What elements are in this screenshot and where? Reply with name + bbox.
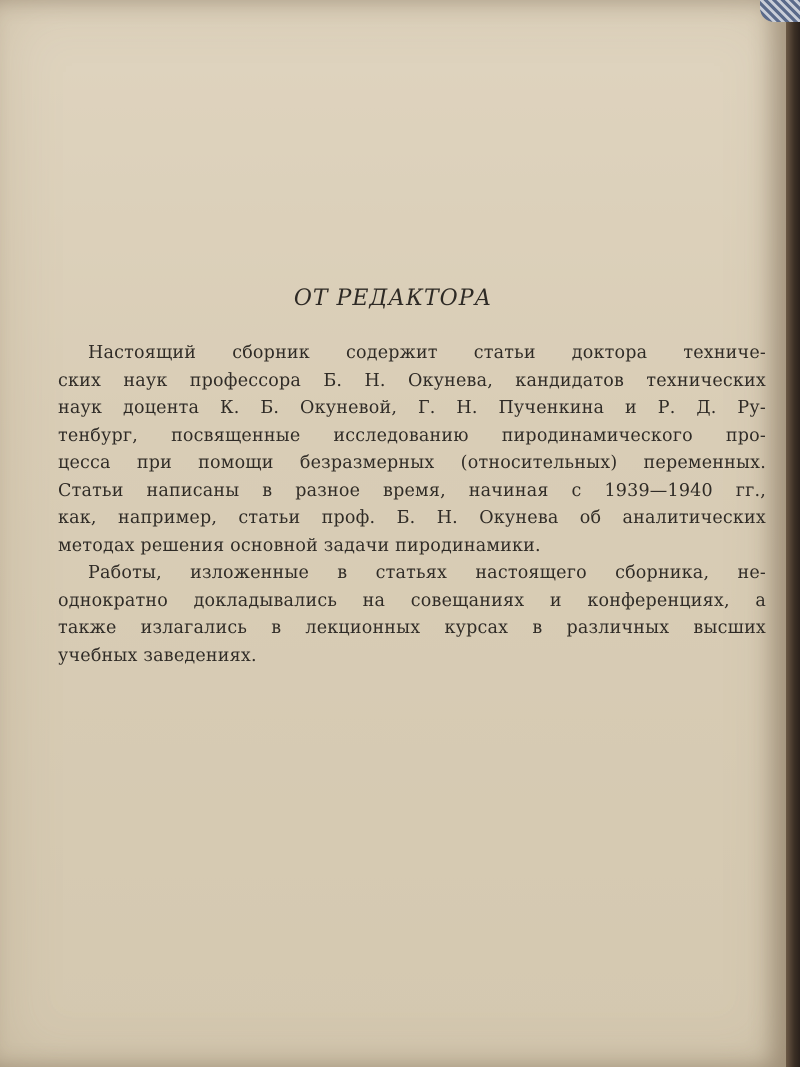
text-line: Настоящий сборник содержит статьи доктора техниче-	[88, 343, 766, 363]
page-heading: ОТ РЕДАКТОРА	[293, 286, 493, 311]
text-line: как, например, статьи проф. Б. Н. Окунева об аналитических	[58, 508, 766, 528]
text-line: Статьи написаны в разное время, начиная с 1939—1940 гг.,	[58, 480, 766, 501]
text-line: методах решения основной задачи пиродинамики.	[58, 535, 541, 556]
paragraph-1	[58, 340, 766, 560]
background-fabric	[760, 0, 800, 22]
text-line: тенбург, посвященные исследованию пиродинамического про-	[58, 425, 766, 446]
editor-note-text	[58, 340, 766, 670]
text-line: также излагались в лекционных курсах в различных высших	[58, 618, 766, 638]
text-line: ских наук профессора Б. Н. Окунева, кандидатов технических	[58, 370, 766, 391]
text-line: наук доцента К. Б. Окуневой, Г. Н. Пученкина и Р. Д. Ру-	[58, 398, 766, 418]
text-line: однократно докладывались на совещаниях и конференциях, а	[58, 590, 766, 611]
paragraph-2	[58, 560, 766, 670]
text-line: Работы, изложенные в статьях настоящего сборника, не-	[88, 563, 766, 583]
text-line: учебных заведениях.	[58, 645, 257, 666]
text-line: цесса при помощи безразмерных (относительных) переменных.	[58, 453, 766, 473]
book-spine-edge	[786, 0, 800, 1067]
